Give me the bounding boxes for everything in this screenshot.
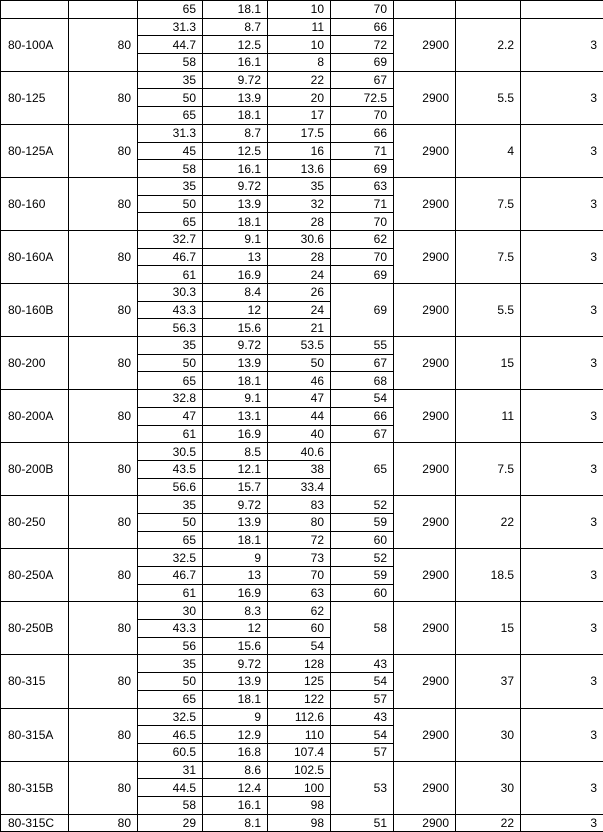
efficiency-cell: 69 bbox=[331, 160, 394, 178]
flow-m3h-cell: 50 bbox=[138, 354, 203, 372]
speed-cell: 2900 bbox=[394, 230, 456, 283]
efficiency-cell: 66 bbox=[331, 18, 394, 36]
flow-m3h-cell: 46.7 bbox=[138, 567, 203, 585]
efficiency-cell: 60 bbox=[331, 584, 394, 602]
efficiency-cell: 66 bbox=[331, 124, 394, 142]
pump-table-body bbox=[1, 1, 603, 832]
stages-cell bbox=[521, 1, 603, 19]
table-row bbox=[1, 761, 603, 779]
head-cell: 11 bbox=[268, 18, 331, 36]
head-cell: 30.6 bbox=[268, 230, 331, 248]
head-cell: 70 bbox=[268, 567, 331, 585]
table-row bbox=[1, 337, 603, 355]
head-cell: 28 bbox=[268, 248, 331, 266]
efficiency-cell: 63 bbox=[331, 177, 394, 195]
diameter-cell: 80 bbox=[69, 284, 138, 337]
flow-m3h-cell: 30.5 bbox=[138, 443, 203, 461]
model-cell: 80-200 bbox=[1, 337, 69, 390]
model-cell: 80-315 bbox=[1, 655, 69, 708]
flow-ls-cell: 15.6 bbox=[203, 319, 268, 337]
flow-ls-cell: 16.1 bbox=[203, 796, 268, 814]
table-row bbox=[1, 602, 603, 620]
efficiency-cell: 59 bbox=[331, 513, 394, 531]
flow-m3h-cell: 32.8 bbox=[138, 390, 203, 408]
head-cell: 98 bbox=[268, 796, 331, 814]
flow-ls-cell: 16.9 bbox=[203, 266, 268, 284]
efficiency-cell: 67 bbox=[331, 71, 394, 89]
power-cell bbox=[456, 1, 521, 19]
power-cell: 7.5 bbox=[456, 177, 521, 230]
flow-m3h-cell: 30 bbox=[138, 602, 203, 620]
flow-m3h-cell: 46.7 bbox=[138, 248, 203, 266]
head-cell: 8 bbox=[268, 54, 331, 72]
flow-m3h-cell: 35 bbox=[138, 177, 203, 195]
head-cell: 63 bbox=[268, 584, 331, 602]
efficiency-cell: 71 bbox=[331, 195, 394, 213]
diameter-cell: 80 bbox=[69, 18, 138, 71]
stages-cell: 3 bbox=[521, 71, 603, 124]
flow-m3h-cell: 44.7 bbox=[138, 36, 203, 54]
table-row bbox=[1, 443, 603, 461]
diameter-cell: 80 bbox=[69, 230, 138, 283]
flow-ls-cell: 18.1 bbox=[203, 690, 268, 708]
head-cell: 32 bbox=[268, 195, 331, 213]
flow-ls-cell: 12 bbox=[203, 301, 268, 319]
efficiency-cell: 59 bbox=[331, 567, 394, 585]
efficiency-cell: 57 bbox=[331, 743, 394, 761]
power-cell: 22 bbox=[456, 496, 521, 549]
diameter-cell: 80 bbox=[69, 761, 138, 814]
flow-ls-cell: 13 bbox=[203, 567, 268, 585]
efficiency-cell: 43 bbox=[331, 708, 394, 726]
diameter-cell: 80 bbox=[69, 708, 138, 761]
efficiency-cell: 66 bbox=[331, 407, 394, 425]
speed-cell: 2900 bbox=[394, 655, 456, 708]
flow-ls-cell: 13.9 bbox=[203, 354, 268, 372]
table-row bbox=[1, 708, 603, 726]
table-row bbox=[1, 71, 603, 89]
head-cell: 54 bbox=[268, 637, 331, 655]
speed-cell: 2900 bbox=[394, 443, 456, 496]
model-cell: 80-125 bbox=[1, 71, 69, 124]
flow-ls-cell: 9.72 bbox=[203, 177, 268, 195]
head-cell: 24 bbox=[268, 266, 331, 284]
flow-ls-cell: 13.9 bbox=[203, 513, 268, 531]
speed-cell: 2900 bbox=[394, 761, 456, 814]
power-cell: 15 bbox=[456, 602, 521, 655]
flow-ls-cell: 9.72 bbox=[203, 337, 268, 355]
model-cell: 80-160 bbox=[1, 177, 69, 230]
head-cell: 122 bbox=[268, 690, 331, 708]
flow-m3h-cell: 65 bbox=[138, 213, 203, 231]
power-cell: 7.5 bbox=[456, 230, 521, 283]
table-row bbox=[1, 1, 603, 19]
efficiency-cell: 51 bbox=[331, 814, 394, 832]
model-cell: 80-250 bbox=[1, 496, 69, 549]
table-row bbox=[1, 390, 603, 408]
flow-m3h-cell: 43.3 bbox=[138, 301, 203, 319]
speed-cell: 2900 bbox=[394, 602, 456, 655]
flow-ls-cell: 8.7 bbox=[203, 124, 268, 142]
efficiency-cell: 55 bbox=[331, 337, 394, 355]
flow-ls-cell: 9.1 bbox=[203, 230, 268, 248]
flow-m3h-cell: 45 bbox=[138, 142, 203, 160]
model-cell: 80-160A bbox=[1, 230, 69, 283]
flow-ls-cell: 9.72 bbox=[203, 496, 268, 514]
model-cell bbox=[1, 1, 69, 19]
head-cell: 80 bbox=[268, 513, 331, 531]
flow-ls-cell: 8.7 bbox=[203, 18, 268, 36]
stages-cell: 3 bbox=[521, 602, 603, 655]
flow-m3h-cell: 65 bbox=[138, 1, 203, 19]
flow-m3h-cell: 29 bbox=[138, 814, 203, 832]
speed-cell: 2900 bbox=[394, 18, 456, 71]
stages-cell: 3 bbox=[521, 284, 603, 337]
flow-m3h-cell: 50 bbox=[138, 513, 203, 531]
flow-ls-cell: 9.72 bbox=[203, 655, 268, 673]
flow-ls-cell: 16.9 bbox=[203, 425, 268, 443]
efficiency-cell: 52 bbox=[331, 496, 394, 514]
efficiency-cell: 67 bbox=[331, 354, 394, 372]
head-cell: 125 bbox=[268, 673, 331, 691]
table-row bbox=[1, 230, 603, 248]
diameter-cell: 80 bbox=[69, 124, 138, 177]
diameter-cell: 80 bbox=[69, 337, 138, 390]
stages-cell: 3 bbox=[521, 655, 603, 708]
flow-ls-cell: 13.9 bbox=[203, 89, 268, 107]
efficiency-cell: 69 bbox=[331, 54, 394, 72]
model-cell: 80-100A bbox=[1, 18, 69, 71]
flow-m3h-cell: 56.3 bbox=[138, 319, 203, 337]
flow-ls-cell: 9.1 bbox=[203, 390, 268, 408]
flow-m3h-cell: 61 bbox=[138, 425, 203, 443]
diameter-cell: 80 bbox=[69, 443, 138, 496]
flow-ls-cell: 18.1 bbox=[203, 531, 268, 549]
stages-cell: 3 bbox=[521, 814, 603, 832]
stages-cell: 3 bbox=[521, 390, 603, 443]
stages-cell: 3 bbox=[521, 177, 603, 230]
diameter-cell: 80 bbox=[69, 602, 138, 655]
flow-m3h-cell: 46.5 bbox=[138, 726, 203, 744]
efficiency-cell: 69 bbox=[331, 284, 394, 337]
efficiency-cell: 72.5 bbox=[331, 89, 394, 107]
stages-cell: 3 bbox=[521, 761, 603, 814]
flow-ls-cell: 18.1 bbox=[203, 213, 268, 231]
flow-m3h-cell: 56 bbox=[138, 637, 203, 655]
efficiency-cell: 71 bbox=[331, 142, 394, 160]
head-cell: 47 bbox=[268, 390, 331, 408]
head-cell: 50 bbox=[268, 354, 331, 372]
flow-m3h-cell: 65 bbox=[138, 372, 203, 390]
flow-ls-cell: 16.1 bbox=[203, 54, 268, 72]
head-cell: 17.5 bbox=[268, 124, 331, 142]
head-cell: 53.5 bbox=[268, 337, 331, 355]
table-row bbox=[1, 177, 603, 195]
speed-cell: 2900 bbox=[394, 71, 456, 124]
flow-ls-cell: 8.5 bbox=[203, 443, 268, 461]
power-cell: 4 bbox=[456, 124, 521, 177]
head-cell: 73 bbox=[268, 549, 331, 567]
flow-ls-cell: 8.6 bbox=[203, 761, 268, 779]
flow-ls-cell: 8.3 bbox=[203, 602, 268, 620]
stages-cell: 3 bbox=[521, 549, 603, 602]
efficiency-cell: 69 bbox=[331, 266, 394, 284]
flow-m3h-cell: 35 bbox=[138, 655, 203, 673]
flow-ls-cell: 12.4 bbox=[203, 779, 268, 797]
efficiency-cell: 72 bbox=[331, 36, 394, 54]
efficiency-cell: 67 bbox=[331, 425, 394, 443]
stages-cell: 3 bbox=[521, 496, 603, 549]
efficiency-cell: 70 bbox=[331, 248, 394, 266]
head-cell: 83 bbox=[268, 496, 331, 514]
model-cell: 80-315B bbox=[1, 761, 69, 814]
model-cell: 80-125A bbox=[1, 124, 69, 177]
head-cell: 17 bbox=[268, 107, 331, 125]
flow-m3h-cell: 61 bbox=[138, 584, 203, 602]
flow-ls-cell: 12.5 bbox=[203, 36, 268, 54]
flow-m3h-cell: 50 bbox=[138, 89, 203, 107]
head-cell: 62 bbox=[268, 602, 331, 620]
head-cell: 21 bbox=[268, 319, 331, 337]
power-cell: 30 bbox=[456, 761, 521, 814]
head-cell: 10 bbox=[268, 36, 331, 54]
head-cell: 20 bbox=[268, 89, 331, 107]
power-cell: 5.5 bbox=[456, 284, 521, 337]
flow-ls-cell: 9 bbox=[203, 549, 268, 567]
efficiency-cell: 70 bbox=[331, 213, 394, 231]
speed-cell: 2900 bbox=[394, 496, 456, 549]
head-cell: 10 bbox=[268, 1, 331, 19]
head-cell: 100 bbox=[268, 779, 331, 797]
flow-m3h-cell: 58 bbox=[138, 54, 203, 72]
stages-cell: 3 bbox=[521, 124, 603, 177]
model-cell: 80-250B bbox=[1, 602, 69, 655]
head-cell: 40.6 bbox=[268, 443, 331, 461]
head-cell: 102.5 bbox=[268, 761, 331, 779]
speed-cell: 2900 bbox=[394, 814, 456, 832]
flow-ls-cell: 16.8 bbox=[203, 743, 268, 761]
flow-m3h-cell: 50 bbox=[138, 195, 203, 213]
head-cell: 107.4 bbox=[268, 743, 331, 761]
flow-m3h-cell: 44.5 bbox=[138, 779, 203, 797]
flow-m3h-cell: 65 bbox=[138, 107, 203, 125]
head-cell: 44 bbox=[268, 407, 331, 425]
efficiency-cell: 57 bbox=[331, 690, 394, 708]
diameter-cell: 80 bbox=[69, 390, 138, 443]
speed-cell: 2900 bbox=[394, 390, 456, 443]
efficiency-cell: 65 bbox=[331, 443, 394, 496]
flow-ls-cell: 9.72 bbox=[203, 71, 268, 89]
flow-ls-cell: 15.7 bbox=[203, 478, 268, 496]
stages-cell: 3 bbox=[521, 18, 603, 71]
head-cell: 110 bbox=[268, 726, 331, 744]
model-cell: 80-315A bbox=[1, 708, 69, 761]
flow-m3h-cell: 56.6 bbox=[138, 478, 203, 496]
flow-m3h-cell: 30.3 bbox=[138, 284, 203, 302]
flow-ls-cell: 8.4 bbox=[203, 284, 268, 302]
efficiency-cell: 70 bbox=[331, 1, 394, 19]
stages-cell: 3 bbox=[521, 337, 603, 390]
speed-cell: 2900 bbox=[394, 124, 456, 177]
power-cell: 7.5 bbox=[456, 443, 521, 496]
flow-m3h-cell: 58 bbox=[138, 160, 203, 178]
power-cell: 5.5 bbox=[456, 71, 521, 124]
flow-ls-cell: 13 bbox=[203, 248, 268, 266]
head-cell: 38 bbox=[268, 460, 331, 478]
efficiency-cell: 62 bbox=[331, 230, 394, 248]
diameter-cell: 80 bbox=[69, 71, 138, 124]
head-cell: 60 bbox=[268, 620, 331, 638]
model-cell: 80-200B bbox=[1, 443, 69, 496]
power-cell: 22 bbox=[456, 814, 521, 832]
power-cell: 11 bbox=[456, 390, 521, 443]
speed-cell: 2900 bbox=[394, 284, 456, 337]
table-row bbox=[1, 496, 603, 514]
flow-ls-cell: 16.1 bbox=[203, 160, 268, 178]
flow-ls-cell: 12.1 bbox=[203, 460, 268, 478]
diameter-cell: 80 bbox=[69, 496, 138, 549]
flow-ls-cell: 18.1 bbox=[203, 372, 268, 390]
diameter-cell: 80 bbox=[69, 814, 138, 832]
head-cell: 22 bbox=[268, 71, 331, 89]
flow-ls-cell: 9 bbox=[203, 708, 268, 726]
flow-m3h-cell: 35 bbox=[138, 71, 203, 89]
flow-ls-cell: 13.1 bbox=[203, 407, 268, 425]
speed-cell bbox=[394, 1, 456, 19]
power-cell: 15 bbox=[456, 337, 521, 390]
efficiency-cell: 58 bbox=[331, 602, 394, 655]
flow-ls-cell: 12.9 bbox=[203, 726, 268, 744]
power-cell: 30 bbox=[456, 708, 521, 761]
flow-ls-cell: 12.5 bbox=[203, 142, 268, 160]
head-cell: 72 bbox=[268, 531, 331, 549]
head-cell: 98 bbox=[268, 814, 331, 832]
flow-m3h-cell: 50 bbox=[138, 673, 203, 691]
head-cell: 16 bbox=[268, 142, 331, 160]
model-cell: 80-200A bbox=[1, 390, 69, 443]
power-cell: 37 bbox=[456, 655, 521, 708]
flow-ls-cell: 16.9 bbox=[203, 584, 268, 602]
efficiency-cell: 52 bbox=[331, 549, 394, 567]
power-cell: 2.2 bbox=[456, 18, 521, 71]
speed-cell: 2900 bbox=[394, 337, 456, 390]
flow-m3h-cell: 32.5 bbox=[138, 549, 203, 567]
efficiency-cell: 70 bbox=[331, 107, 394, 125]
head-cell: 33.4 bbox=[268, 478, 331, 496]
flow-m3h-cell: 43.5 bbox=[138, 460, 203, 478]
model-cell: 80-315C bbox=[1, 814, 69, 832]
flow-m3h-cell: 65 bbox=[138, 531, 203, 549]
flow-m3h-cell: 31.3 bbox=[138, 124, 203, 142]
table-row bbox=[1, 284, 603, 302]
flow-ls-cell: 12 bbox=[203, 620, 268, 638]
flow-m3h-cell: 31.3 bbox=[138, 18, 203, 36]
flow-ls-cell: 15.6 bbox=[203, 637, 268, 655]
efficiency-cell: 68 bbox=[331, 372, 394, 390]
stages-cell: 3 bbox=[521, 443, 603, 496]
table-row bbox=[1, 18, 603, 36]
head-cell: 46 bbox=[268, 372, 331, 390]
head-cell: 13.6 bbox=[268, 160, 331, 178]
diameter-cell: 80 bbox=[69, 549, 138, 602]
flow-m3h-cell: 35 bbox=[138, 337, 203, 355]
speed-cell: 2900 bbox=[394, 708, 456, 761]
head-cell: 40 bbox=[268, 425, 331, 443]
flow-m3h-cell: 32.5 bbox=[138, 708, 203, 726]
model-cell: 80-250A bbox=[1, 549, 69, 602]
table-row bbox=[1, 814, 603, 832]
power-cell: 18.5 bbox=[456, 549, 521, 602]
head-cell: 26 bbox=[268, 284, 331, 302]
flow-ls-cell: 18.1 bbox=[203, 1, 268, 19]
efficiency-cell: 54 bbox=[331, 390, 394, 408]
flow-m3h-cell: 43.3 bbox=[138, 620, 203, 638]
efficiency-cell: 60 bbox=[331, 531, 394, 549]
table-row bbox=[1, 549, 603, 567]
flow-m3h-cell: 31 bbox=[138, 761, 203, 779]
efficiency-cell: 43 bbox=[331, 655, 394, 673]
efficiency-cell: 54 bbox=[331, 726, 394, 744]
speed-cell: 2900 bbox=[394, 549, 456, 602]
flow-ls-cell: 13.9 bbox=[203, 673, 268, 691]
head-cell: 28 bbox=[268, 213, 331, 231]
model-cell: 80-160B bbox=[1, 284, 69, 337]
flow-m3h-cell: 47 bbox=[138, 407, 203, 425]
stages-cell: 3 bbox=[521, 708, 603, 761]
head-cell: 35 bbox=[268, 177, 331, 195]
diameter-cell: 80 bbox=[69, 655, 138, 708]
table-row bbox=[1, 655, 603, 673]
diameter-cell: 80 bbox=[69, 177, 138, 230]
speed-cell: 2900 bbox=[394, 177, 456, 230]
efficiency-cell: 54 bbox=[331, 673, 394, 691]
flow-ls-cell: 18.1 bbox=[203, 107, 268, 125]
stages-cell: 3 bbox=[521, 230, 603, 283]
flow-ls-cell: 8.1 bbox=[203, 814, 268, 832]
table-row bbox=[1, 124, 603, 142]
flow-m3h-cell: 61 bbox=[138, 266, 203, 284]
flow-m3h-cell: 60.5 bbox=[138, 743, 203, 761]
head-cell: 128 bbox=[268, 655, 331, 673]
diameter-cell bbox=[69, 1, 138, 19]
flow-ls-cell: 13.9 bbox=[203, 195, 268, 213]
flow-m3h-cell: 32.7 bbox=[138, 230, 203, 248]
head-cell: 24 bbox=[268, 301, 331, 319]
flow-m3h-cell: 65 bbox=[138, 690, 203, 708]
head-cell: 112.6 bbox=[268, 708, 331, 726]
flow-m3h-cell: 35 bbox=[138, 496, 203, 514]
flow-m3h-cell: 58 bbox=[138, 796, 203, 814]
efficiency-cell: 53 bbox=[331, 761, 394, 814]
